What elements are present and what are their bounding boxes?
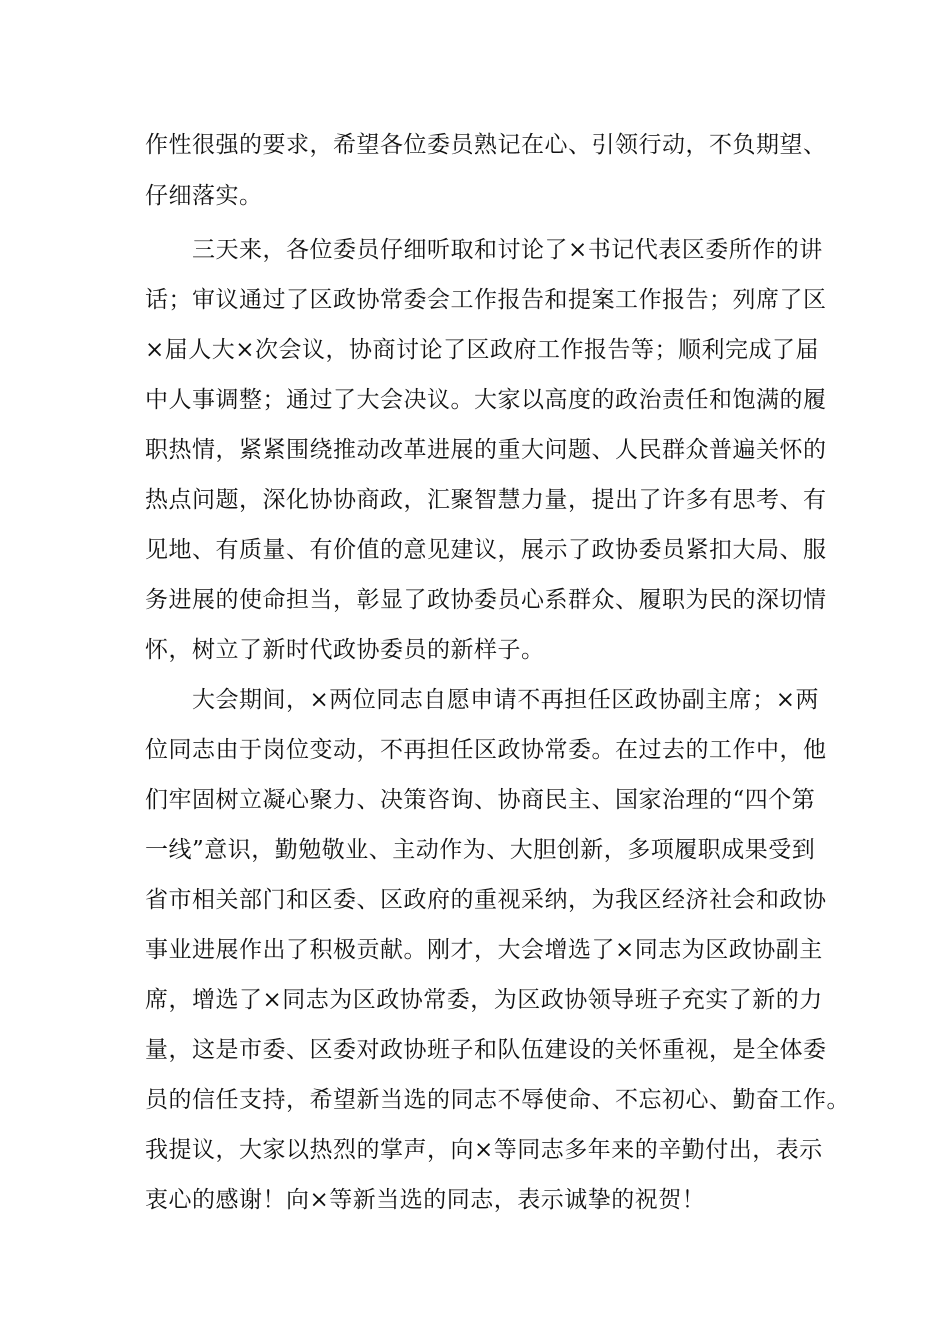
text-line: 见地、有质量、有价值的意见建议，展示了政协委员紧扣大局、服 — [145, 537, 827, 563]
text-line: 热点问题，深化协协商政，汇聚智慧力量，提出了许多有思考、有 — [145, 487, 827, 513]
text-line: 怀，树立了新时代政协委员的新样子。 — [145, 637, 545, 663]
text-line: 事业进展作出了积极贡献。刚才，大会增选了×同志为区政协副主 — [145, 937, 823, 963]
text-line: ×届人大×次会议，协商讨论了区政府工作报告等；顺利完成了届 — [145, 337, 820, 363]
text-line: 务进展的使命担当，彰显了政协委员心系群众、履职为民的深切情 — [145, 587, 827, 613]
text-line: 中人事调整；通过了大会决议。大家以高度的政治责任和饱满的履 — [145, 387, 827, 413]
text-line: 量，这是市委、区委对政协班子和队伍建设的关怀重视，是全体委 — [145, 1037, 827, 1063]
paragraph-start-line: 大会期间，×两位同志自愿申请不再担任区政协副主席；×两 — [145, 687, 820, 713]
text-line: 席，增选了×同志为区政协常委，为区政协领导班子充实了新的力 — [145, 987, 823, 1013]
text-line: 员的信任支持，希望新当选的同志不辱使命、不忘初心、勤奋工作。 — [145, 1087, 850, 1113]
text-line: 位同志由于岗位变动，不再担任区政协常委。在过去的工作中，他 — [145, 737, 827, 763]
text-line: 作性很强的要求，希望各位委员熟记在心、引领行动，不负期望、 — [145, 132, 827, 158]
text-line: 职热情，紧紧围绕推动改革进展的重大问题、人民群众普遍关怀的 — [145, 437, 827, 463]
text-line: 省市相关部门和区委、区政府的重视采纳，为我区经济社会和政协 — [145, 887, 827, 913]
paragraph-start-line: 三天来，各位委员仔细听取和讨论了×书记代表区委所作的讲 — [145, 237, 823, 263]
text-line: 一线”意识，勤勉敬业、主动作为、大胆创新，多项履职成果受到 — [145, 837, 816, 863]
text-line: 们牢固树立凝心聚力、决策咨询、协商民主、国家治理的“四个第 — [145, 787, 816, 813]
text-line: 仔细落实。 — [145, 183, 263, 209]
text-line: 话；审议通过了区政协常委会工作报告和提案工作报告；列席了区 — [145, 287, 827, 313]
text-line: 衷心的感谢！向×等新当选的同志，表示诚挚的祝贺！ — [145, 1187, 706, 1213]
text-line: 我提议，大家以热烈的掌声，向×等同志多年来的辛勤付出，表示 — [145, 1137, 823, 1163]
